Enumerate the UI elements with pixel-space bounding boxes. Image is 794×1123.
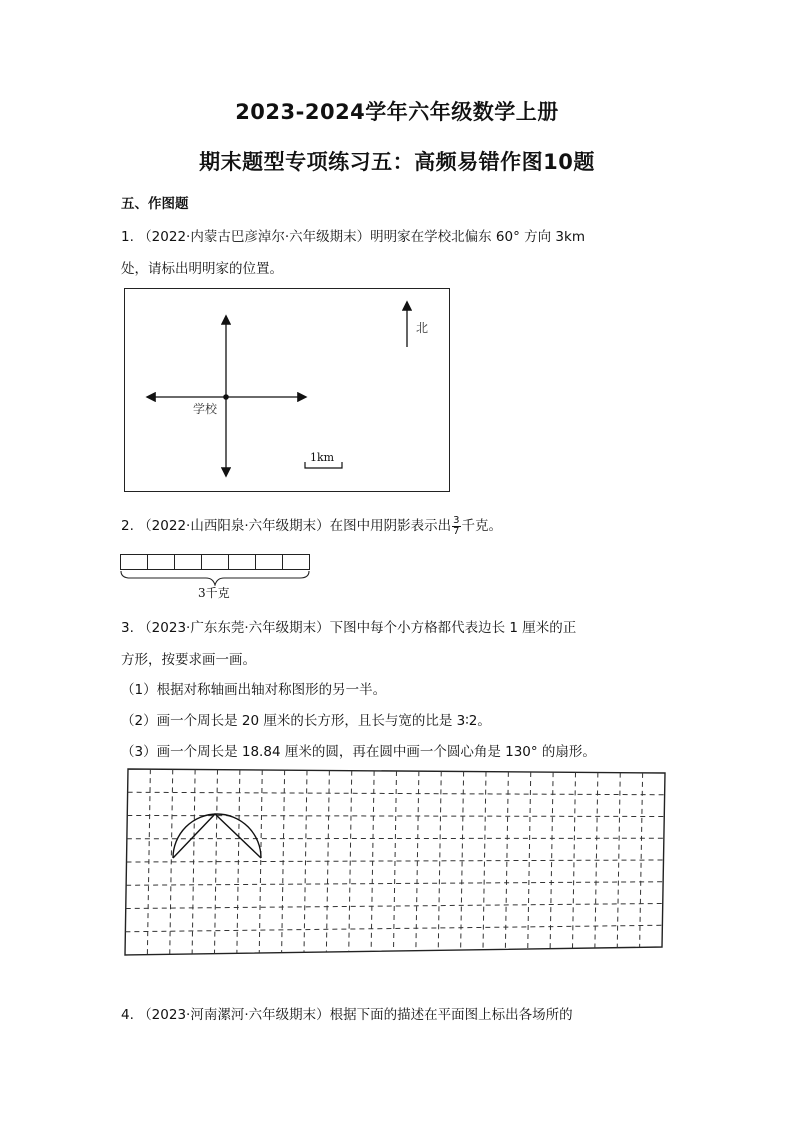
half-figure-lines bbox=[173, 814, 261, 858]
doc-title-line1: 2023-2024学年六年级数学上册 bbox=[235, 100, 559, 124]
grid-vline bbox=[394, 771, 397, 951]
school-point bbox=[223, 394, 229, 400]
q2-cell[interactable] bbox=[120, 554, 148, 570]
q3-text-line1: 3. （2023·广东东莞·六年级期末）下图中每个小方格都代表边长 1 厘米的正 bbox=[121, 620, 577, 636]
grid-vline bbox=[483, 772, 486, 950]
q2-brace-label: 3千克 bbox=[198, 586, 230, 600]
q2-cell[interactable] bbox=[147, 554, 175, 570]
q4-text-line1: 4. （2023·河南漯河·六年级期末）根据下面的描述在平面图上标出各场所的 bbox=[121, 1007, 573, 1023]
grid-vline bbox=[573, 772, 576, 948]
doc-title-line2: 期末题型专项练习五：高频易错作图10题 bbox=[199, 150, 595, 174]
q2-text bbox=[121, 514, 502, 537]
q2-fraction bbox=[452, 516, 460, 537]
half-figure-arc bbox=[173, 814, 261, 858]
grid-vline bbox=[349, 771, 352, 952]
q2-cell-strip[interactable] bbox=[121, 554, 310, 570]
north-label: 北 bbox=[416, 321, 429, 335]
q2-text-before: 2. （2022·山西阳泉·六年级期末）在图中用阴影表示出 bbox=[121, 518, 452, 534]
school-label: 学校 bbox=[193, 402, 218, 416]
scale-label: 1km bbox=[310, 451, 335, 464]
q3-text-line2: 方形，按要求画一画。 bbox=[121, 652, 256, 668]
q1-text-line2: 处，请标出明明家的位置。 bbox=[121, 261, 283, 277]
grid-vline bbox=[617, 773, 620, 948]
q1-text-line1: 1. （2022·内蒙古巴彦淖尔·六年级期末）明明家在学校北偏东 60° 方向 3km bbox=[121, 229, 585, 245]
q2-cell[interactable] bbox=[228, 554, 256, 570]
q3-sub3: （3）画一个周长是 18.84 厘米的圆，再在圆中画一个圆心角是 130° 的扇形。 bbox=[121, 744, 596, 760]
section-heading: 五、作图题 bbox=[121, 196, 189, 212]
grid-lines bbox=[125, 769, 664, 955]
q3-sub2: （2）画一个周长是 20 厘米的长方形，且长与宽的比是 3∶2。 bbox=[121, 713, 491, 729]
q3-grid-figure[interactable] bbox=[118, 762, 678, 962]
q2-fraction-denominator: 7 bbox=[453, 525, 460, 537]
grid-vline bbox=[528, 772, 531, 949]
grid-vline bbox=[438, 771, 441, 950]
q2-fraction-numerator: 3 bbox=[453, 514, 460, 526]
q2-cell[interactable] bbox=[174, 554, 202, 570]
q3-sub1: （1）根据对称轴画出轴对称图形的另一半。 bbox=[121, 682, 387, 698]
q2-cell[interactable] bbox=[201, 554, 229, 570]
q1-map-drawing bbox=[125, 289, 449, 491]
q2-text-after: 千克。 bbox=[461, 518, 502, 534]
q2-cell[interactable] bbox=[282, 554, 310, 570]
q1-map-figure[interactable] bbox=[124, 288, 450, 492]
q2-cell[interactable] bbox=[255, 554, 283, 570]
